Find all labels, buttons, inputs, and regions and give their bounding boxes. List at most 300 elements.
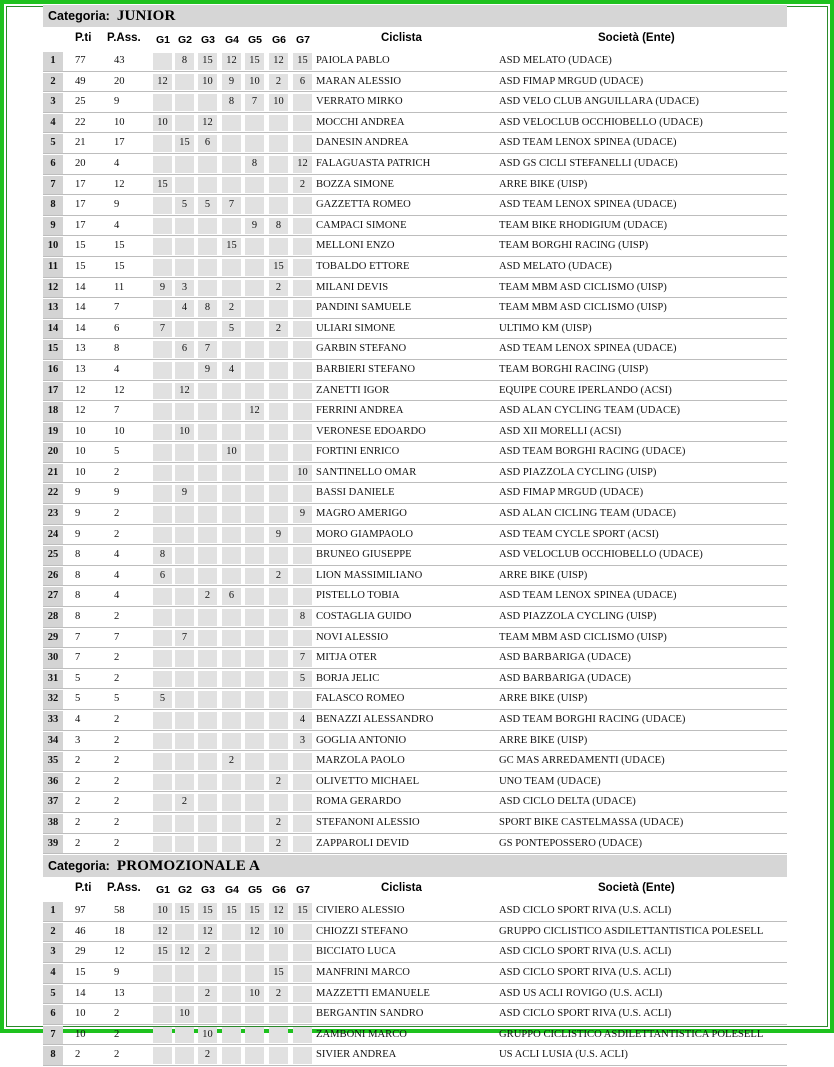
game-score-cell: 12 xyxy=(293,156,312,173)
points-cell: 22 xyxy=(75,116,86,128)
team-name: ARRE BIKE (UISP) xyxy=(499,734,588,746)
category-header xyxy=(43,855,787,877)
cyclist-name: MITJA OTER xyxy=(316,652,377,664)
game-score-cell: 2 xyxy=(175,794,194,811)
team-name: ULTIMO KM (UISP) xyxy=(499,322,592,334)
game-score-cell xyxy=(198,1006,217,1023)
results-table xyxy=(43,902,787,1066)
table-row xyxy=(43,902,787,922)
game-score-cell xyxy=(245,794,264,811)
table-row xyxy=(43,279,787,299)
game-score-cell xyxy=(198,671,217,688)
rank-cell: 38 xyxy=(43,814,63,833)
game-score-cell xyxy=(198,94,217,111)
rank-cell: 27 xyxy=(43,587,63,606)
game-score-cell xyxy=(245,424,264,441)
game-score-cell xyxy=(222,733,241,750)
game-score-cell xyxy=(245,485,264,502)
game-score-cell xyxy=(198,815,217,832)
table-row xyxy=(43,649,787,669)
game-score-cell: 10 xyxy=(245,74,264,91)
game-score-cell xyxy=(198,609,217,626)
rank-cell: 2 xyxy=(43,73,63,92)
game-score-cell xyxy=(175,465,194,482)
attendance-cell: 18 xyxy=(114,925,125,937)
points-cell: 17 xyxy=(75,199,86,211)
game-score-cell xyxy=(245,341,264,358)
attendance-cell: 4 xyxy=(114,157,120,169)
game-score-cell: 9 xyxy=(175,485,194,502)
game-score-cell xyxy=(222,547,241,564)
game-score-cell xyxy=(222,1047,241,1064)
points-cell: 12 xyxy=(75,405,86,417)
game-score-cell xyxy=(153,630,172,647)
game-score-cell: 7 xyxy=(175,630,194,647)
game-score-cell xyxy=(245,650,264,667)
game-score-cell: 8 xyxy=(198,300,217,317)
game-score-cell: 12 xyxy=(175,383,194,400)
table-row xyxy=(43,505,787,525)
game-score-cell xyxy=(222,403,241,420)
game-score-cell: 2 xyxy=(198,986,217,1003)
game-score-cell xyxy=(198,156,217,173)
game-score-cell xyxy=(222,115,241,132)
table-row xyxy=(43,176,787,196)
category-header xyxy=(43,5,787,27)
game-score-cell xyxy=(269,630,288,647)
attendance-cell: 13 xyxy=(114,987,125,999)
table-row xyxy=(43,985,787,1005)
rank-cell: 6 xyxy=(43,1005,63,1024)
rank-cell: 2 xyxy=(43,923,63,942)
game-score-cell: 9 xyxy=(222,74,241,91)
rank-cell: 4 xyxy=(43,114,63,133)
game-score-cell: 3 xyxy=(175,280,194,297)
game-score-cell xyxy=(293,115,312,132)
rank-cell: 5 xyxy=(43,134,63,153)
game-score-cell xyxy=(153,650,172,667)
column-header-row xyxy=(43,877,787,902)
game-score-cell xyxy=(153,94,172,111)
game-score-cell xyxy=(269,712,288,729)
game-score-cell xyxy=(293,300,312,317)
points-cell: 8 xyxy=(75,611,81,623)
game-score-cell: 8 xyxy=(175,53,194,70)
cyclist-name: DANESIN ANDREA xyxy=(316,137,409,149)
attendance-cell: 15 xyxy=(114,240,125,252)
game-score-cell xyxy=(293,568,312,585)
rank-cell: 30 xyxy=(43,649,63,668)
game-score-cell xyxy=(293,1027,312,1044)
rank-cell: 31 xyxy=(43,670,63,689)
table-row xyxy=(43,320,787,340)
game-score-cell xyxy=(175,588,194,605)
attendance-cell: 2 xyxy=(114,652,120,664)
game-score-cell xyxy=(153,609,172,626)
rank-cell: 15 xyxy=(43,340,63,359)
rank-cell: 1 xyxy=(43,902,63,921)
game-score-cell xyxy=(153,135,172,152)
table-row xyxy=(43,567,787,587)
game-score-cell: 10 xyxy=(222,444,241,461)
game-score-cell: 7 xyxy=(293,650,312,667)
game-score-cell: 9 xyxy=(198,362,217,379)
team-name: TEAM BORGHI RACING (UISP) xyxy=(499,363,649,375)
game-score-cell xyxy=(222,135,241,152)
table-row xyxy=(43,52,787,72)
game-score-cell xyxy=(245,836,264,853)
game-score-cell xyxy=(175,691,194,708)
points-cell: 9 xyxy=(75,508,81,520)
category-label: Categoria: xyxy=(48,859,110,874)
game-score-cell xyxy=(269,465,288,482)
game-score-cell xyxy=(269,1027,288,1044)
game-score-cell xyxy=(198,506,217,523)
rank-cell: 18 xyxy=(43,402,63,421)
game-score-cell: 10 xyxy=(153,903,172,920)
team-name: ASD TEAM LENOX SPINEA (UDACE) xyxy=(499,343,677,355)
game-score-cell xyxy=(198,444,217,461)
game-score-cell xyxy=(175,403,194,420)
game-score-cell xyxy=(222,671,241,688)
team-name: ASD CICLO SPORT RIVA (U.S. ACLI) xyxy=(499,905,672,917)
table-row xyxy=(43,546,787,566)
cyclist-name: LION MASSIMILIANO xyxy=(316,569,423,581)
game-score-cell xyxy=(293,444,312,461)
cyclist-name: STEFANONI ALESSIO xyxy=(316,816,420,828)
game-score-cell xyxy=(245,568,264,585)
game-score-cell xyxy=(153,1027,172,1044)
game-score-cell xyxy=(293,321,312,338)
game-score-cell: 12 xyxy=(245,924,264,941)
game-score-cell: 15 xyxy=(222,903,241,920)
game-score-cell: 7 xyxy=(245,94,264,111)
game-score-cell: 2 xyxy=(269,815,288,832)
game-score-cell xyxy=(175,74,194,91)
points-cell: 2 xyxy=(75,796,81,808)
table-row xyxy=(43,196,787,216)
game-score-cell xyxy=(153,362,172,379)
cyclist-name: MORO GIAMPAOLO xyxy=(316,528,414,540)
table-row xyxy=(43,943,787,963)
rank-cell: 36 xyxy=(43,773,63,792)
game-score-cell xyxy=(245,465,264,482)
game-score-cell: 7 xyxy=(198,341,217,358)
game-score-cell xyxy=(245,1047,264,1064)
cyclist-name: VERONESE EDOARDO xyxy=(316,425,426,437)
game-score-cell: 10 xyxy=(198,74,217,91)
attendance-cell: 2 xyxy=(114,816,120,828)
game-score-cell xyxy=(222,924,241,941)
game-score-cell xyxy=(222,609,241,626)
game-score-cell: 12 xyxy=(153,924,172,941)
game-score-cell xyxy=(269,1047,288,1064)
game-score-cell xyxy=(222,280,241,297)
points-cell: 12 xyxy=(75,384,86,396)
game-score-cell xyxy=(153,965,172,982)
rank-cell: 3 xyxy=(43,93,63,112)
game-score-cell: 2 xyxy=(269,74,288,91)
points-cell: 8 xyxy=(75,549,81,561)
game-score-cell xyxy=(175,259,194,276)
table-row xyxy=(43,1046,787,1066)
table-row xyxy=(43,587,787,607)
game-score-cell xyxy=(245,588,264,605)
table-row xyxy=(43,814,787,834)
table-row xyxy=(43,299,787,319)
game-score-cell xyxy=(198,485,217,502)
team-name: ASD XII MORELLI (ACSI) xyxy=(499,425,622,437)
game-score-cell xyxy=(293,485,312,502)
attendance-cell: 6 xyxy=(114,322,120,334)
game-score-cell xyxy=(245,300,264,317)
game-score-cell xyxy=(222,527,241,544)
cyclist-name: MARAN ALESSIO xyxy=(316,75,402,87)
cyclist-name: NOVI ALESSIO xyxy=(316,631,389,643)
points-cell: 10 xyxy=(75,425,86,437)
team-name: TEAM BIKE RHODIGIUM (UDACE) xyxy=(499,219,668,231)
game-score-cell xyxy=(293,836,312,853)
attendance-cell: 2 xyxy=(114,837,120,849)
game-score-cell xyxy=(153,485,172,502)
game-score-cell xyxy=(153,259,172,276)
attendance-cell: 5 xyxy=(114,446,120,458)
attendance-cell: 9 xyxy=(114,199,120,211)
game-score-cell xyxy=(293,815,312,832)
game-score-cell xyxy=(153,588,172,605)
game-score-cell xyxy=(175,527,194,544)
game-score-cell xyxy=(222,424,241,441)
game-score-cell xyxy=(153,156,172,173)
game-score-cell: 15 xyxy=(222,238,241,255)
cyclist-name: BENAZZI ALESSANDRO xyxy=(316,714,434,725)
header-pti: P.ti xyxy=(75,32,92,44)
game-score-cell xyxy=(269,238,288,255)
cyclist-name: MAZZETTI EMANUELE xyxy=(316,987,430,999)
cyclist-name: GARBIN STEFANO xyxy=(316,343,407,355)
rank-cell: 22 xyxy=(43,484,63,503)
game-score-cell: 6 xyxy=(222,588,241,605)
game-score-cell xyxy=(293,259,312,276)
attendance-cell: 12 xyxy=(114,946,125,958)
points-cell: 10 xyxy=(75,466,86,478)
game-score-cell xyxy=(175,177,194,194)
points-cell: 2 xyxy=(75,755,81,767)
results-table xyxy=(43,52,787,854)
team-name: ASD TEAM CYCLE SPORT (ACSI) xyxy=(499,528,659,540)
cyclist-name: PISTELLO TOBIA xyxy=(316,590,400,602)
cyclist-name: BRUNEO GIUSEPPE xyxy=(316,549,412,561)
game-score-cell xyxy=(175,671,194,688)
rank-cell: 9 xyxy=(43,217,63,236)
game-score-cell xyxy=(269,300,288,317)
team-name: ARRE BIKE (UISP) xyxy=(499,569,588,581)
cyclist-name: VERRATO MIRKO xyxy=(316,96,403,108)
game-score-cell xyxy=(153,506,172,523)
game-score-cell xyxy=(198,424,217,441)
table-row xyxy=(43,923,787,943)
cyclist-name: PAIOLA PABLO xyxy=(316,55,390,66)
points-cell: 21 xyxy=(75,137,86,149)
header-game: G1 xyxy=(155,34,170,46)
rank-cell: 35 xyxy=(43,752,63,771)
game-score-cell xyxy=(198,712,217,729)
game-score-cell: 5 xyxy=(293,671,312,688)
team-name: ASD BARBARIGA (UDACE) xyxy=(499,652,631,664)
game-score-cell xyxy=(198,650,217,667)
rank-cell: 1 xyxy=(43,52,63,71)
game-score-cell xyxy=(245,135,264,152)
game-score-cell xyxy=(269,944,288,961)
game-score-cell: 2 xyxy=(198,588,217,605)
team-name: GC MAS ARREDAMENTI (UDACE) xyxy=(499,755,665,767)
points-cell: 46 xyxy=(75,925,86,937)
points-cell: 7 xyxy=(75,631,81,643)
game-score-cell xyxy=(222,986,241,1003)
game-score-cell xyxy=(245,671,264,688)
points-cell: 2 xyxy=(75,1049,81,1061)
points-cell: 4 xyxy=(75,714,81,725)
attendance-cell: 2 xyxy=(114,1028,120,1040)
game-score-cell xyxy=(198,753,217,770)
rank-cell: 39 xyxy=(43,835,63,854)
game-score-cell xyxy=(269,650,288,667)
game-score-cell xyxy=(153,815,172,832)
attendance-cell: 8 xyxy=(114,343,120,355)
game-score-cell xyxy=(293,986,312,1003)
game-score-cell xyxy=(153,986,172,1003)
team-name: ASD TEAM LENOX SPINEA (UDACE) xyxy=(499,199,677,211)
game-score-cell: 15 xyxy=(245,53,264,70)
game-score-cell: 2 xyxy=(222,753,241,770)
game-score-cell xyxy=(153,383,172,400)
table-row xyxy=(43,464,787,484)
rank-cell: 26 xyxy=(43,567,63,586)
team-name: TEAM MBM ASD CICLISMO (UISP) xyxy=(499,302,667,314)
points-cell: 7 xyxy=(75,652,81,664)
game-score-cell xyxy=(175,115,194,132)
table-row xyxy=(43,382,787,402)
game-score-cell xyxy=(222,485,241,502)
game-score-cell: 5 xyxy=(222,321,241,338)
game-score-cell: 4 xyxy=(222,362,241,379)
points-cell: 2 xyxy=(75,837,81,849)
game-score-cell: 15 xyxy=(245,903,264,920)
cyclist-name: ZANETTI IGOR xyxy=(316,384,390,396)
rank-cell: 21 xyxy=(43,464,63,483)
team-name: GRUPPO CICLISTICO ASDILETTANTISTICA POLESELL xyxy=(499,1028,764,1040)
game-score-cell xyxy=(198,836,217,853)
table-row xyxy=(43,835,787,855)
rank-cell: 11 xyxy=(43,258,63,277)
game-score-cell xyxy=(293,280,312,297)
game-score-cell xyxy=(153,733,172,750)
category-name: JUNIOR xyxy=(116,7,176,24)
game-score-cell: 9 xyxy=(245,218,264,235)
header-pass: P.Ass. xyxy=(107,32,141,44)
cyclist-name: FORTINI ENRICO xyxy=(316,446,400,458)
attendance-cell: 12 xyxy=(114,178,125,190)
rank-cell: 3 xyxy=(43,943,63,962)
team-name: TEAM MBM ASD CICLISMO (UISP) xyxy=(499,281,667,293)
cyclist-name: ROMA GERARDO xyxy=(316,796,402,808)
game-score-cell: 6 xyxy=(153,568,172,585)
game-score-cell: 12 xyxy=(198,924,217,941)
points-cell: 17 xyxy=(75,178,86,190)
team-name: ASD US ACLI ROVIGO (U.S. ACLI) xyxy=(499,987,663,999)
game-score-cell xyxy=(153,403,172,420)
game-score-cell: 3 xyxy=(293,733,312,750)
game-score-cell xyxy=(293,630,312,647)
team-name: ASD FIMAP MRGUD (UDACE) xyxy=(499,487,644,499)
game-score-cell xyxy=(293,547,312,564)
points-cell: 13 xyxy=(75,343,86,355)
attendance-cell: 4 xyxy=(114,590,120,602)
game-score-cell: 2 xyxy=(198,1047,217,1064)
game-score-cell xyxy=(245,197,264,214)
game-score-cell xyxy=(153,527,172,544)
cyclist-name: CHIOZZI STEFANO xyxy=(316,925,408,937)
rank-cell: 29 xyxy=(43,629,63,648)
points-cell: 10 xyxy=(75,446,86,458)
game-score-cell xyxy=(153,774,172,791)
game-score-cell xyxy=(222,383,241,400)
category-section xyxy=(43,5,787,854)
game-score-cell xyxy=(245,321,264,338)
game-score-cell: 10 xyxy=(269,924,288,941)
game-score-cell xyxy=(269,383,288,400)
header-game: G2 xyxy=(177,884,192,897)
team-name: UNO TEAM (UDACE) xyxy=(499,775,601,787)
category-label: Categoria: xyxy=(48,9,110,23)
game-score-cell xyxy=(269,177,288,194)
game-score-cell xyxy=(293,1006,312,1023)
game-score-cell xyxy=(293,218,312,235)
game-score-cell: 10 xyxy=(175,1006,194,1023)
cyclist-name: GOGLIA ANTONIO xyxy=(316,734,407,746)
game-score-cell xyxy=(175,321,194,338)
attendance-cell: 9 xyxy=(114,96,120,108)
team-name: ASD TEAM BORGHI RACING (UDACE) xyxy=(499,446,686,458)
rank-cell: 8 xyxy=(43,1046,63,1065)
game-score-cell: 6 xyxy=(175,341,194,358)
cyclist-name: BOZZA SIMONE xyxy=(316,178,394,190)
game-score-cell: 8 xyxy=(222,94,241,111)
game-score-cell xyxy=(245,547,264,564)
game-score-cell xyxy=(293,94,312,111)
game-score-cell xyxy=(222,218,241,235)
cyclist-name: CIVIERO ALESSIO xyxy=(316,905,405,917)
points-cell: 13 xyxy=(75,363,86,375)
attendance-cell: 2 xyxy=(114,508,120,520)
game-score-cell xyxy=(153,794,172,811)
game-score-cell xyxy=(269,424,288,441)
game-score-cell xyxy=(245,527,264,544)
game-score-cell xyxy=(153,218,172,235)
game-score-cell: 2 xyxy=(269,280,288,297)
game-score-cell: 15 xyxy=(175,903,194,920)
attendance-cell: 2 xyxy=(114,734,120,746)
game-score-cell xyxy=(222,177,241,194)
points-cell: 25 xyxy=(75,96,86,108)
game-score-cell xyxy=(153,341,172,358)
table-row xyxy=(43,752,787,772)
game-score-cell: 2 xyxy=(269,321,288,338)
game-score-cell xyxy=(222,712,241,729)
points-cell: 5 xyxy=(75,672,81,684)
table-row xyxy=(43,670,787,690)
game-score-cell xyxy=(222,691,241,708)
